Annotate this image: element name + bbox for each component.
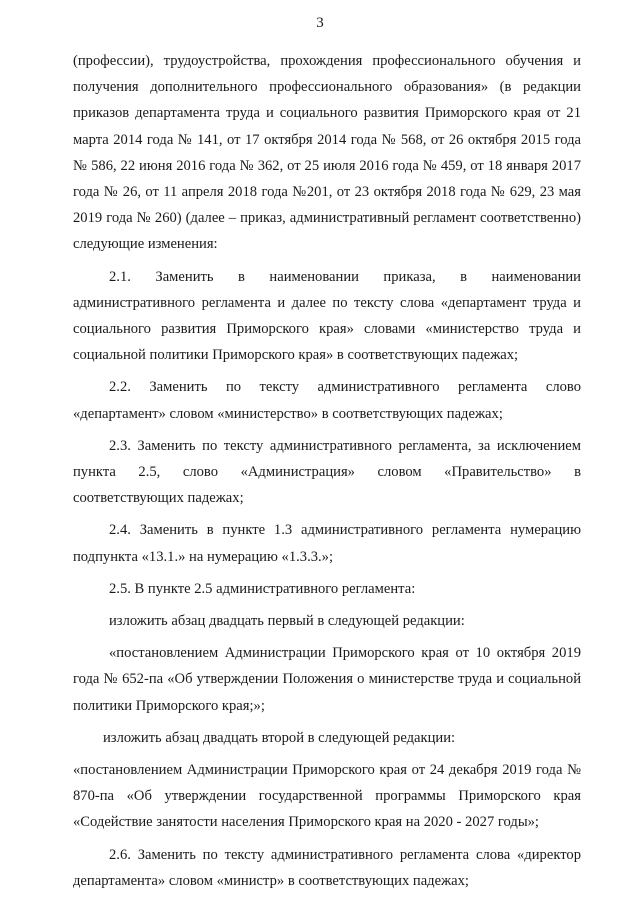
paragraph-2-4: 2.4. Заменить в пункте 1.3 административного регламента нумерацию подпункта «13.1.» на нумерацию «1.3.3.»; [73, 522, 581, 565]
page-number: 3 [316, 15, 324, 31]
paragraph-2-5-instruction-22: изложить абзац двадцать второй в следующей редакции: [103, 729, 456, 746]
paragraph-2-1: 2.1. Заменить в наименовании приказа, в наименовании административного регламента и далее по тексту слова «департамент труда и социального развития Приморского края» словами «министерство труда и социальной политики Приморского края» в соответствующих падежах; [73, 268, 581, 364]
paragraph-2-2: 2.2. Заменить по тексту административного регламента слово «департамент» словом «министерство» в соответствующих падежах; [73, 379, 581, 422]
paragraph-2-5-text-22: «постановлением Администрации Приморского края от 24 декабря 2019 года № 870-па «Об утверждении государственной программы Приморского края «Содействие занятости населения Приморского края на 2020 - 2027 годы»; [73, 762, 581, 831]
paragraph-2-3: 2.3. Заменить по тексту административного регламента, за исключением пункта 2.5, слово «Администрация» словом «Правительство» в соответствующих падежах; [73, 437, 581, 507]
paragraph-intro-continuation: (профессии), трудоустройства, прохождения профессионального обучения и получения дополнительного профессионального образования» (в редакции приказов департамента труда и социального развития Приморского края от 21 марта 2014 года № 141, от 17 октября 2014 года № 568, от 26 октября 2015 года № 586, 22 июня 2016 года № 362, от 25 июля 2016 года № 459, от 18 января 2017 года № 26, от 11 апреля 2018 года №201, от 23 октября 2018 года № 629, 23 мая 2019 года № 260) (далее – приказ, административный регламент соответственно) следующие изменения: [73, 53, 581, 253]
paragraph-2-6: 2.6. Заменить по тексту административного регламента слова «директор департамента» словом «министр» в соответствующих падежах; [73, 846, 581, 889]
paragraph-2-5-text-21: «постановлением Администрации Приморского края от 10 октября 2019 года № 652-па «Об утверждении Положения о министерстве труда и социальной политики Приморского края;»; [73, 645, 581, 714]
document-body [73, 48, 581, 894]
paragraph-2-5-instruction-21: изложить абзац двадцать первый в следующей редакции: [109, 613, 465, 630]
paragraph-2-5: 2.5. В пункте 2.5 административного регламента: [109, 580, 416, 597]
